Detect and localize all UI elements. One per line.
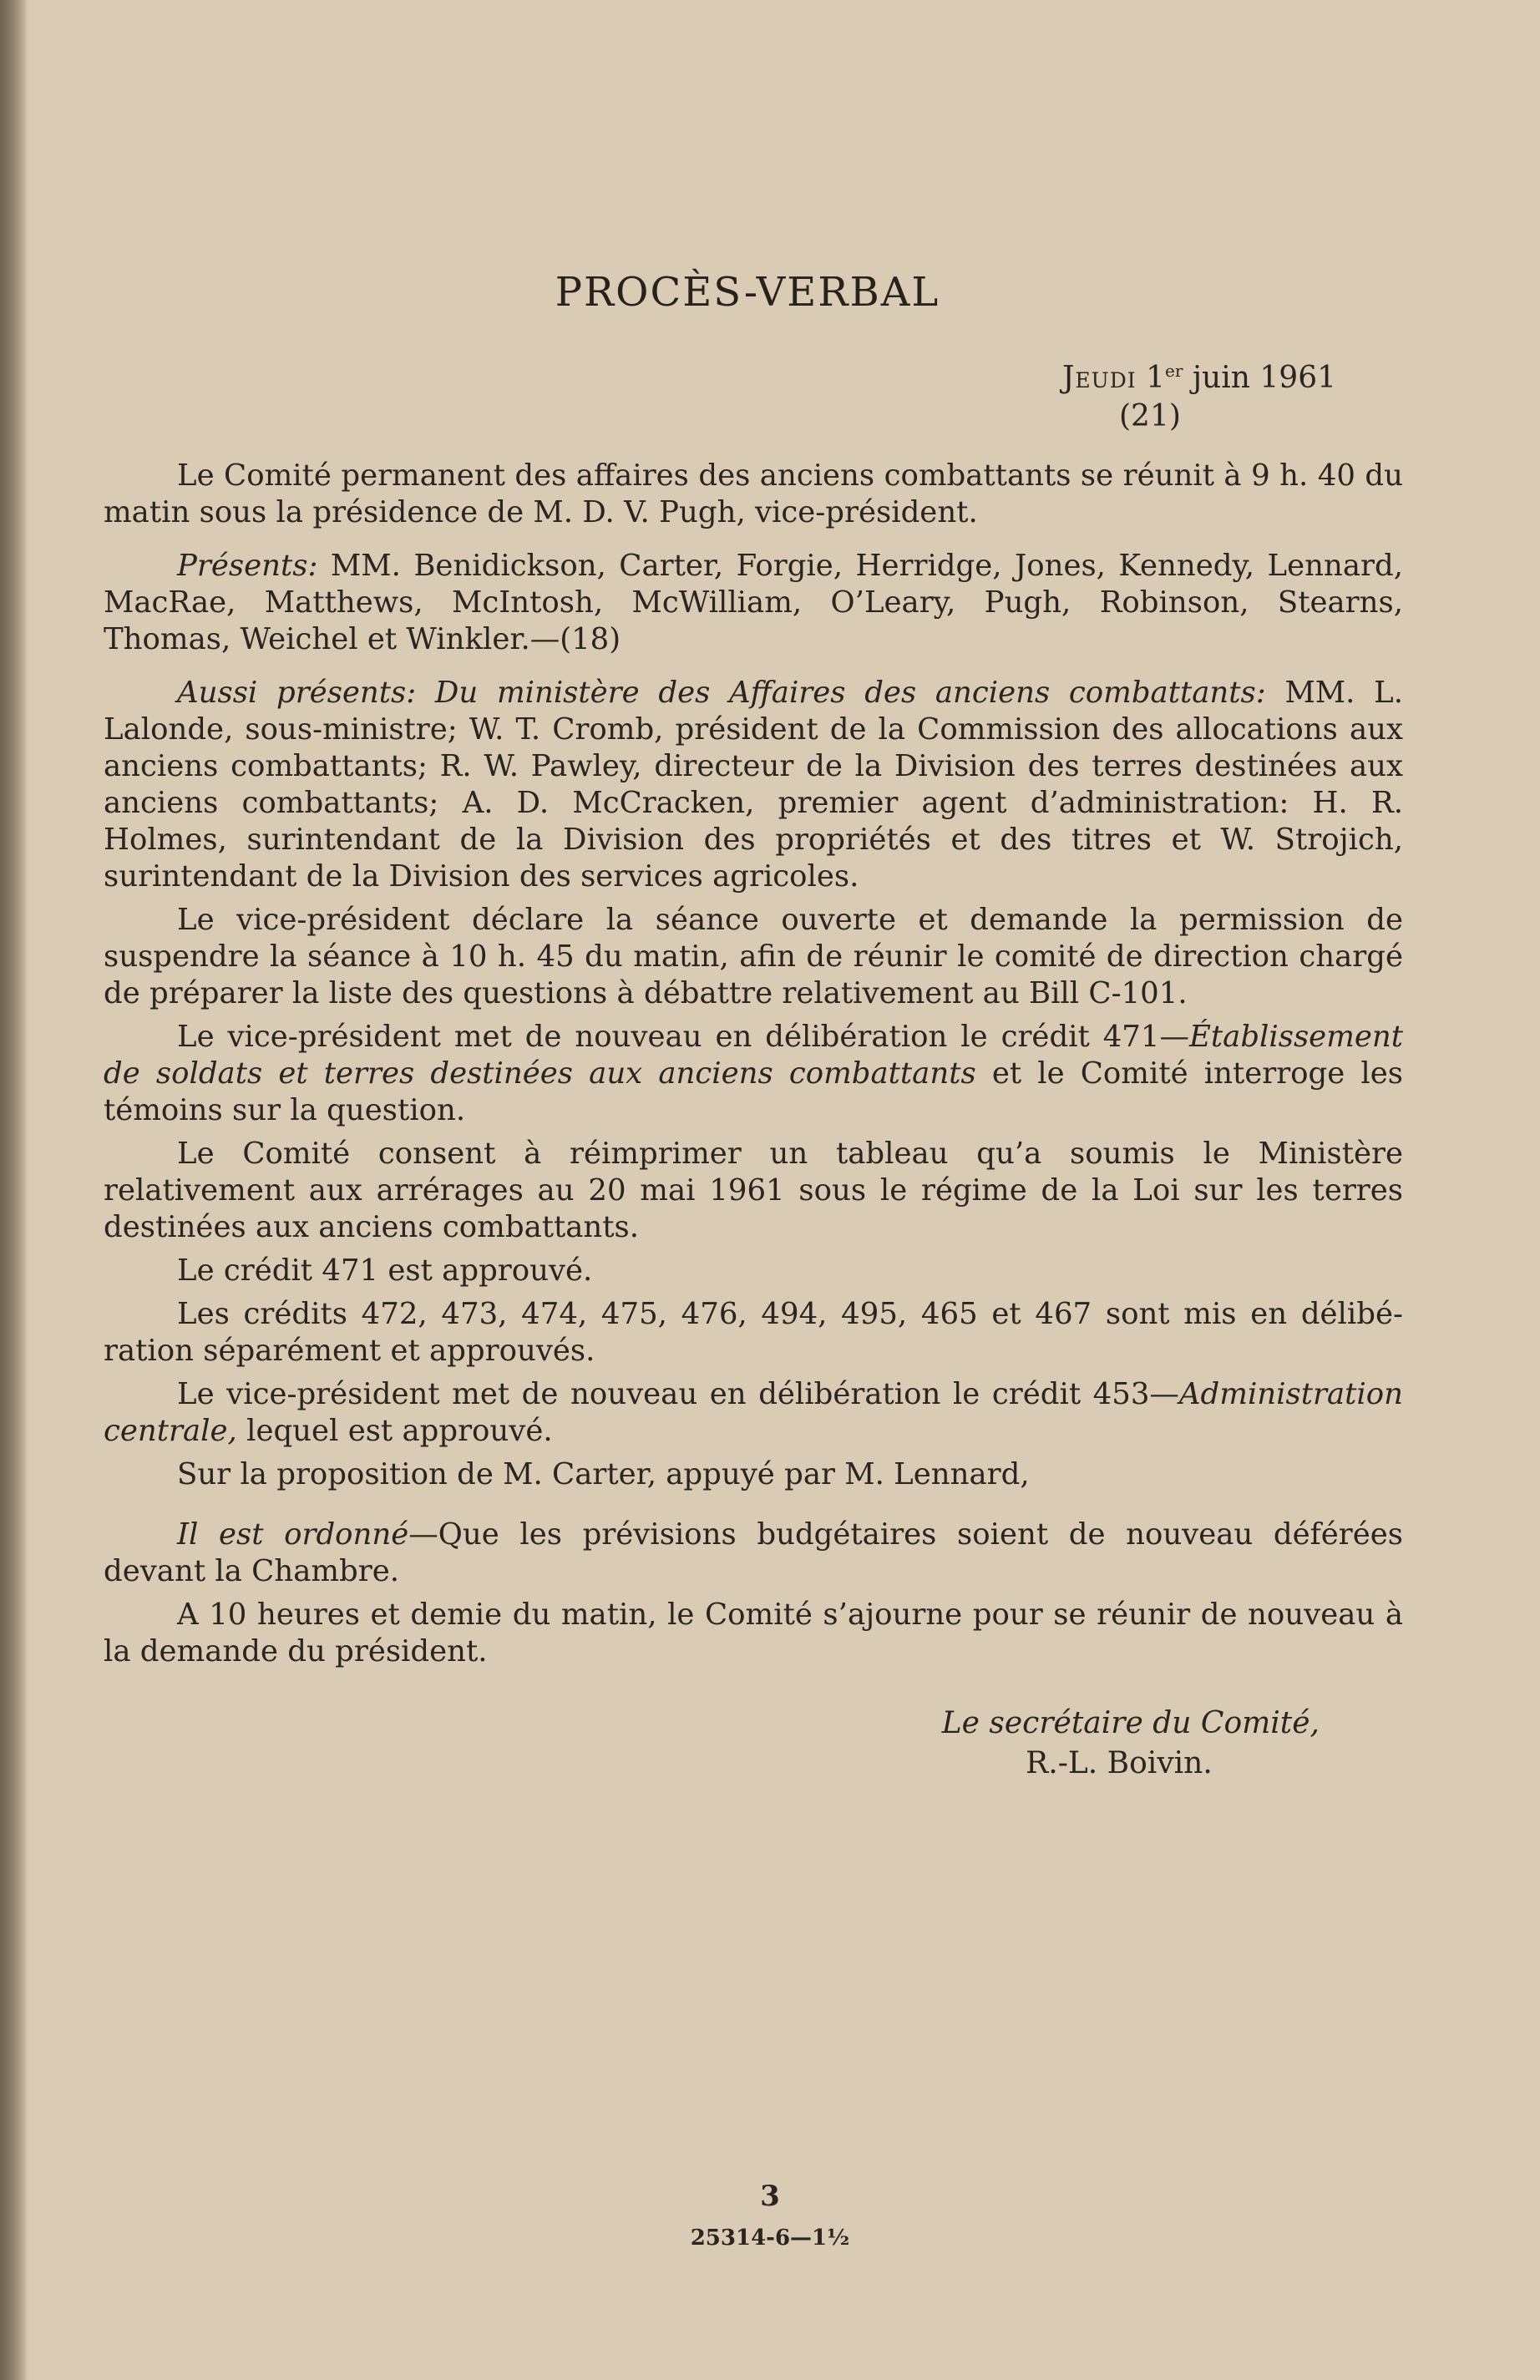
paragraph-also-present xyxy=(104,675,1403,895)
signature-block xyxy=(885,1704,1320,1784)
vote453-post: lequel est approuvé. xyxy=(236,1414,553,1448)
paragraph-open-meeting: Le vice-président déclare la séance ouverte et demande la permission de suspendre la séance à 10 h. 45 du matin, afin de réunir le comité de direction chargé de préparer la liste des questions à débattre relativement au Bill C-101. xyxy=(104,903,1403,1010)
dateline-date-suffix: er xyxy=(1165,361,1183,381)
paragraph-reprint-table: Le Comité consent à réimprimer un tableau qu’a soumis le Ministère relativement aux arrérages au 20 mai 1961 sous le régime de la Loi sur les terres destinées aux anciens combattants. xyxy=(104,1137,1403,1244)
vote471-italic: Établissement de soldats et terres destinées aux anciens combattants xyxy=(104,1020,1403,1091)
signature-title: Le secrétaire du Comité, xyxy=(941,1706,1320,1740)
present-label: Présents: xyxy=(177,549,318,583)
paragraph-motion: Sur la proposition de M. Carter, appuyé par M. Lennard, xyxy=(177,1457,1030,1491)
paragraph-adjourn: A 10 heures et demie du matin, le Comité s’ajourne pour se réunir de nouveau à la demande du président. xyxy=(104,1598,1403,1669)
print-code: 25314-6—1½ xyxy=(690,2226,850,2251)
sitting-number: (21) xyxy=(1119,399,1181,433)
dateline-date-number: 1 xyxy=(1146,361,1166,395)
paragraph-vote-471 xyxy=(104,1019,1403,1129)
paragraph-present xyxy=(104,548,1403,658)
dateline xyxy=(919,361,1336,395)
dateline-date-rest: juin 1961 xyxy=(1192,361,1336,395)
also-present-label: Aussi présents: Du ministère des Affaires des anciens combattants: xyxy=(177,676,1266,710)
paragraph-vote-453 xyxy=(104,1376,1403,1450)
ordered-text: —Que les prévisions budgétaires soient de nouveau déférées devant la Chambre. xyxy=(104,1517,1403,1588)
paragraph-ordered xyxy=(104,1517,1403,1590)
ordered-label: Il est ordonné xyxy=(177,1517,409,1552)
paragraph-vote471-approved: Le crédit 471 est approuvé. xyxy=(177,1253,593,1288)
vote471-pre: Le vice-président met de nouveau en délibération le crédit 471— xyxy=(177,1020,1189,1054)
present-list: MM. Benidickson, Carter, Forgie, Herridge, Jones, Kennedy, Lennard, MacRae, Matthews, McIntosh, McWilliam, O’Leary, Pugh, Robinson, Stearns, Thomas, Weichel et Winkler.—(18) xyxy=(104,549,1403,656)
vote453-italic: Administration centrale, xyxy=(104,1377,1403,1448)
vote453-pre: Le vice-président met de nouveau en délibération le crédit 453— xyxy=(177,1377,1179,1411)
dateline-day: Jeudi xyxy=(1062,361,1137,395)
signature-name: R.-L. Boivin. xyxy=(1026,1746,1213,1780)
paragraph-opening: Le Comité permanent des affaires des anciens combattants se réunit à 9 h. 40 du matin sous la présidence de M. D. V. Pugh, vice-président. xyxy=(104,458,1403,529)
page-title: PROCÈS-VERBAL xyxy=(555,269,940,316)
vote471-post: et le Comité interroge les témoins sur la question. xyxy=(104,1056,1403,1127)
page-number: 3 xyxy=(760,2180,780,2213)
paragraph-other-votes: Les crédits 472, 473, 474, 475, 476, 494, 495, 465 et 467 sont mis en délibération séparément et approuvés. xyxy=(104,1297,1403,1368)
minutes-body xyxy=(104,458,1403,1677)
also-present-list: MM. L. Lalonde, sous-ministre; W. T. Cromb, président de la Commission des allocations aux anciens combattants; R. W. Pawley, directeur de la Division des terres destinées aux anciens combattants; A. D. McCracken, premier agent d’administration: H. R. Holmes, surintendant de la Division des propriétés et des titres et W. Strojich, surintendant de la Division des services agricoles. xyxy=(104,676,1403,894)
